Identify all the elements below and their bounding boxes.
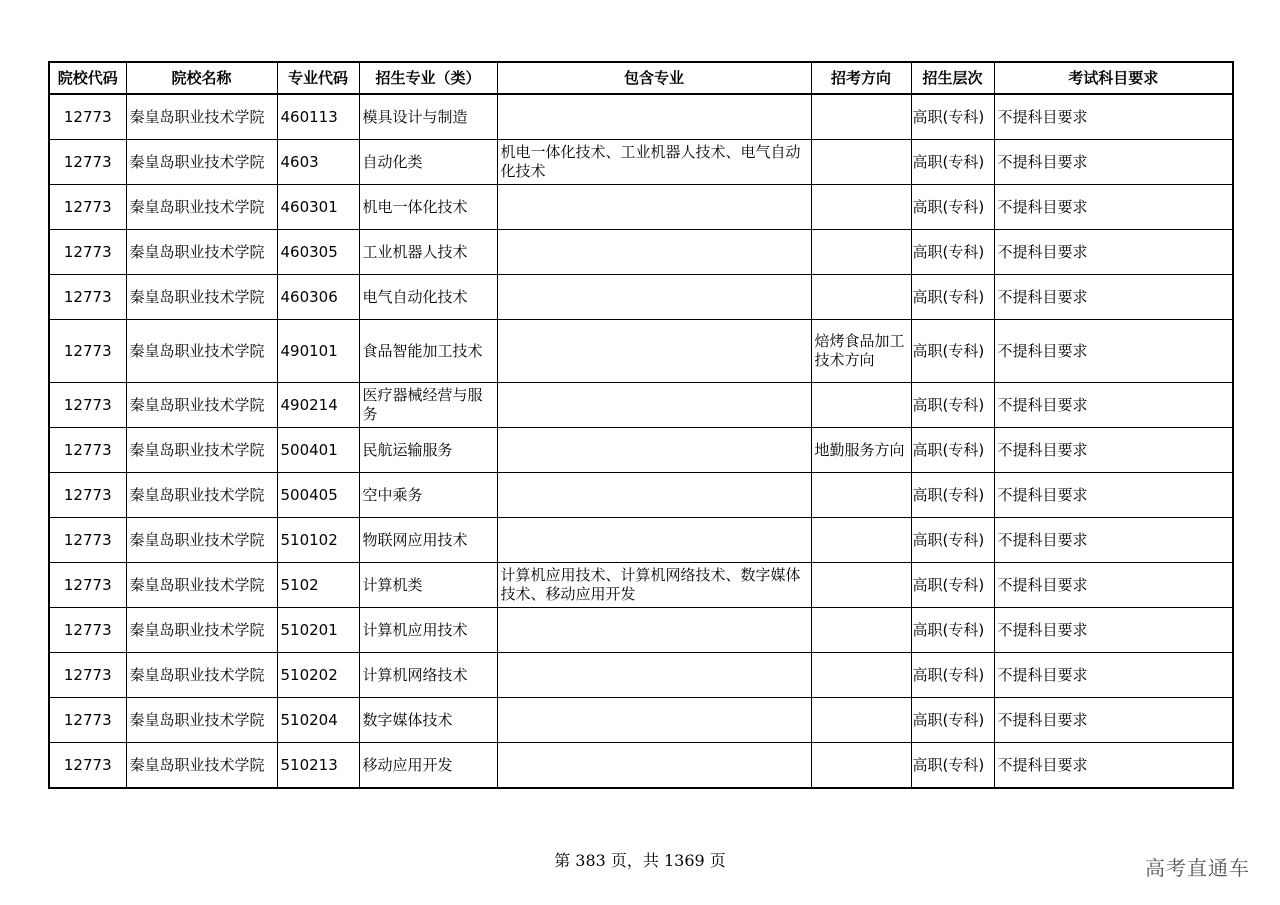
cell-level: 高职(专科) [911,473,994,518]
cell-school-name: 秦皇岛职业技术学院 [126,275,277,320]
cell-major-code: 510204 [277,698,359,743]
cell-school-code: 12773 [49,428,126,473]
cell-subject-requirement: 不提科目要求 [994,320,1233,383]
cell-school-code: 12773 [49,140,126,185]
cell-included-majors [497,608,811,653]
cell-major-code: 510202 [277,653,359,698]
cell-subject-requirement: 不提科目要求 [994,563,1233,608]
table-row [49,320,1233,383]
header-major-code: 专业代码 [277,62,359,94]
cell-major-code: 490214 [277,383,359,428]
cell-major: 空中乘务 [359,473,497,518]
cell-major: 电气自动化技术 [359,275,497,320]
table-row [49,140,1233,185]
cell-subject-requirement: 不提科目要求 [994,185,1233,230]
cell-major-code: 500405 [277,473,359,518]
cell-major: 模具设计与制造 [359,94,497,140]
cell-major-code: 460306 [277,275,359,320]
cell-direction [811,563,911,608]
cell-level: 高职(专科) [911,608,994,653]
cell-level: 高职(专科) [911,428,994,473]
header-school-code: 院校代码 [49,62,126,94]
cell-school-name: 秦皇岛职业技术学院 [126,653,277,698]
cell-school-name: 秦皇岛职业技术学院 [126,743,277,789]
cell-major-code: 460305 [277,230,359,275]
cell-school-name: 秦皇岛职业技术学院 [126,185,277,230]
cell-school-name: 秦皇岛职业技术学院 [126,473,277,518]
cell-included-majors [497,428,811,473]
cell-included-majors [497,653,811,698]
cell-major: 计算机网络技术 [359,653,497,698]
cell-major-code: 4603 [277,140,359,185]
cell-direction [811,140,911,185]
cell-major: 民航运输服务 [359,428,497,473]
cell-major-code: 510201 [277,608,359,653]
cell-school-code: 12773 [49,230,126,275]
cell-included-majors [497,320,811,383]
table-row [49,230,1233,275]
cell-major-code: 500401 [277,428,359,473]
cell-school-code: 12773 [49,473,126,518]
cell-school-name: 秦皇岛职业技术学院 [126,608,277,653]
cell-direction [811,653,911,698]
watermark-text: 高考直通车 [1145,856,1250,880]
table-row [49,185,1233,230]
cell-major: 食品智能加工技术 [359,320,497,383]
page-footer [0,848,1280,871]
cell-major: 医疗器械经营与服务 [359,383,497,428]
table-row [49,608,1233,653]
cell-school-name: 秦皇岛职业技术学院 [126,94,277,140]
cell-major: 数字媒体技术 [359,698,497,743]
cell-level: 高职(专科) [911,743,994,789]
cell-direction [811,743,911,789]
cell-level: 高职(专科) [911,518,994,563]
cell-level: 高职(专科) [911,383,994,428]
header-subject-requirement: 考试科目要求 [994,62,1233,94]
cell-school-name: 秦皇岛职业技术学院 [126,518,277,563]
cell-major: 计算机类 [359,563,497,608]
table-row [49,275,1233,320]
cell-major-code: 490101 [277,320,359,383]
cell-level: 高职(专科) [911,275,994,320]
header-major: 招生专业（类） [359,62,497,94]
cell-school-code: 12773 [49,608,126,653]
cell-direction [811,275,911,320]
cell-level: 高职(专科) [911,320,994,383]
cell-major: 工业机器人技术 [359,230,497,275]
table-header-row [49,62,1233,94]
cell-included-majors: 计算机应用技术、计算机网络技术、数字媒体技术、移动应用开发 [497,563,811,608]
cell-school-code: 12773 [49,275,126,320]
header-included-majors: 包含专业 [497,62,811,94]
cell-direction: 地勤服务方向 [811,428,911,473]
cell-included-majors [497,518,811,563]
cell-school-code: 12773 [49,518,126,563]
cell-subject-requirement: 不提科目要求 [994,428,1233,473]
cell-subject-requirement: 不提科目要求 [994,698,1233,743]
cell-included-majors [497,275,811,320]
cell-major: 计算机应用技术 [359,608,497,653]
cell-school-name: 秦皇岛职业技术学院 [126,230,277,275]
table-row [49,473,1233,518]
cell-included-majors [497,185,811,230]
cell-level: 高职(专科) [911,230,994,275]
cell-major-code: 460301 [277,185,359,230]
cell-level: 高职(专科) [911,140,994,185]
cell-level: 高职(专科) [911,94,994,140]
cell-school-name: 秦皇岛职业技术学院 [126,320,277,383]
cell-direction [811,230,911,275]
cell-subject-requirement: 不提科目要求 [994,275,1233,320]
cell-direction: 焙烤食品加工技术方向 [811,320,911,383]
cell-major: 自动化类 [359,140,497,185]
cell-direction [811,698,911,743]
cell-major: 机电一体化技术 [359,185,497,230]
cell-included-majors: 机电一体化技术、工业机器人技术、电气自动化技术 [497,140,811,185]
cell-school-name: 秦皇岛职业技术学院 [126,140,277,185]
cell-included-majors [497,698,811,743]
table-row [49,383,1233,428]
table-body [49,94,1233,788]
cell-school-name: 秦皇岛职业技术学院 [126,698,277,743]
cell-level: 高职(专科) [911,698,994,743]
cell-school-code: 12773 [49,94,126,140]
table-row [49,698,1233,743]
cell-school-code: 12773 [49,743,126,789]
cell-subject-requirement: 不提科目要求 [994,518,1233,563]
table-row [49,743,1233,789]
cell-school-code: 12773 [49,653,126,698]
cell-level: 高职(专科) [911,653,994,698]
cell-subject-requirement: 不提科目要求 [994,608,1233,653]
cell-major-code: 460113 [277,94,359,140]
cell-direction [811,608,911,653]
cell-direction [811,518,911,563]
table-row [49,428,1233,473]
admissions-table-container [48,61,1234,789]
cell-subject-requirement: 不提科目要求 [994,383,1233,428]
page-number-text: 第 383 页，共 1369 页 [554,851,726,870]
cell-included-majors [497,230,811,275]
cell-major-code: 5102 [277,563,359,608]
cell-subject-requirement: 不提科目要求 [994,653,1233,698]
cell-included-majors [497,94,811,140]
cell-subject-requirement: 不提科目要求 [994,140,1233,185]
cell-subject-requirement: 不提科目要求 [994,230,1233,275]
cell-direction [811,383,911,428]
header-school-name: 院校名称 [126,62,277,94]
table-row [49,653,1233,698]
cell-major: 物联网应用技术 [359,518,497,563]
cell-school-name: 秦皇岛职业技术学院 [126,563,277,608]
header-direction: 招考方向 [811,62,911,94]
cell-included-majors [497,473,811,518]
cell-subject-requirement: 不提科目要求 [994,473,1233,518]
cell-school-code: 12773 [49,563,126,608]
cell-major: 移动应用开发 [359,743,497,789]
cell-school-code: 12773 [49,698,126,743]
table-row [49,563,1233,608]
cell-major-code: 510213 [277,743,359,789]
cell-included-majors [497,383,811,428]
cell-level: 高职(专科) [911,185,994,230]
cell-subject-requirement: 不提科目要求 [994,94,1233,140]
cell-school-code: 12773 [49,383,126,428]
cell-direction [811,473,911,518]
cell-school-name: 秦皇岛职业技术学院 [126,383,277,428]
cell-school-code: 12773 [49,320,126,383]
table-row [49,94,1233,140]
cell-subject-requirement: 不提科目要求 [994,743,1233,789]
header-level: 招生层次 [911,62,994,94]
cell-major-code: 510102 [277,518,359,563]
cell-level: 高职(专科) [911,563,994,608]
cell-school-name: 秦皇岛职业技术学院 [126,428,277,473]
cell-school-code: 12773 [49,185,126,230]
cell-included-majors [497,743,811,789]
cell-direction [811,94,911,140]
table-row [49,518,1233,563]
admissions-table [48,61,1234,789]
cell-direction [811,185,911,230]
